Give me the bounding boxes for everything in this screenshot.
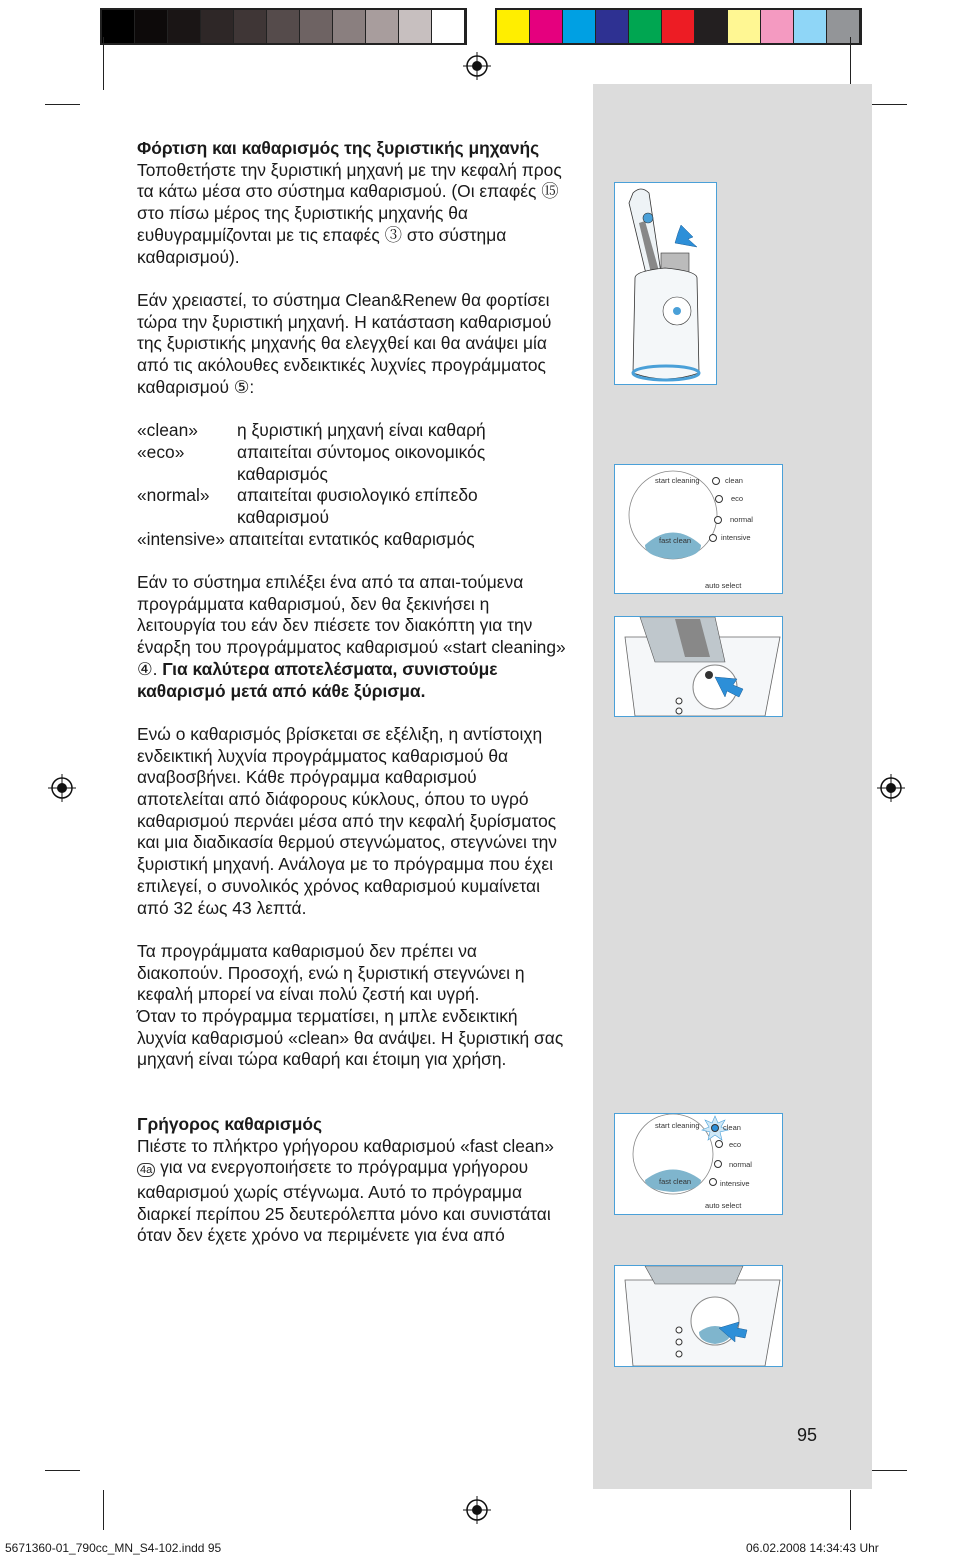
ref-contacts-15: ⑮: [541, 181, 559, 202]
color-swatch: [102, 10, 135, 43]
color-swatch: [695, 10, 728, 43]
svg-text:auto select: auto select: [705, 1201, 742, 1210]
figure-control-panel: [614, 464, 783, 594]
color-swatch: [530, 10, 563, 43]
svg-text:normal: normal: [729, 1160, 752, 1169]
paragraph-insert-shaver: Τοποθετήστε την ξυριστική μηχανή με την κεφαλή προς τα κάτω μέσα στο σύστημα καθαρισμού. (Οι επαφές ⑮ στο πίσω μέρος της ξυριστικής μηχανής θα ευθυγραμμίζονται με τις επαφές ③ στο σύστημα καθαρισμού).: [137, 159, 562, 267]
program-list-item: «clean» η ξυριστική μηχανή είναι καθαρή: [137, 420, 486, 441]
registration-mark-icon: [877, 774, 905, 802]
color-swatch: [596, 10, 629, 43]
program-list-item: «eco» απαιτείται σύντομος οικονομικός καθαρισμός: [137, 441, 486, 484]
color-swatch: [333, 10, 366, 43]
ref-button-4a: 4a: [137, 1163, 155, 1177]
grayscale-swatches: [100, 8, 467, 45]
crop-mark: [45, 104, 80, 105]
registration-mark-icon: [463, 1496, 491, 1524]
color-swatch: [629, 10, 662, 43]
color-calibration-bar: [100, 8, 862, 45]
paragraph-cleaning-progress: Ενώ ο καθαρισμός βρίσκεται σε εξέλιξη, η αντίστοιχη ενδεικτική λυχνία προγράμματος καθαρισμού θα αναβοσβήνει. Κάθε πρόγραμμα καθαρισμού αποτελείται από διάφορους κύκλους, όπου το υγρό καθαρισμού περνάει μέσα από την κεφαλή ξυρίσματος και μια διαδικασία θερμού στεγνώματος, στεγνώνει την ξυριστική μηχανή. Ανάλογα με το πρόγραμμα που έχει επιλεγεί, ο συνολικός χρόνος καθαρισμού κυμαίνεται από 32 έως 43 λεπτά.: [137, 723, 557, 918]
paragraph-fast-clean: Πιέστε το πλήκτρο γρήγορου καθαρισμού «fast clean» 4a για να ενεργοποιήσετε το πρόγραμμα γρήγορου καθαρισμού χωρίς στέγνωμα. Αυτό το πρόγραμμα διαρκεί περίπου 25 δευτερόλεπτα μόνο και συνιστάται όταν δεν έχετε χρόνο να περιμένετε για ένα από: [137, 1135, 554, 1246]
clean-label: clean: [725, 476, 743, 485]
main-text-column: [137, 138, 567, 1247]
paragraph-start-cleaning: Εάν το σύστημα επιλέξει ένα από τα απαι-τούμενα προγράμματα καθαρισμού, δεν θα ξεκινήσει η λειτουργία του εάν δεν πιέσετε τον διακόπτη για την έναρξη του προγράμματος καθαρισμού «start cleaning» ④. Για καλύτερα αποτελέσματα, συνιστούμε καθαρισμό μετά από κάθε ξύρισμα.: [137, 572, 566, 701]
svg-text:clean: clean: [723, 1123, 741, 1132]
color-swatch: [432, 10, 465, 43]
ref-contacts-3: ③: [384, 224, 402, 245]
ref-lights-5: ⑤: [233, 376, 250, 397]
crop-mark: [850, 37, 851, 90]
color-swatch: [662, 10, 695, 43]
intensive-label: intensive: [721, 533, 751, 542]
svg-text:fast clean: fast clean: [659, 1177, 692, 1186]
svg-text:eco: eco: [729, 1140, 742, 1149]
footer-file-info: 5671360-01_790cc_MN_S4-102.indd 95: [5, 1541, 222, 1555]
start-cleaning-label: start cleaning: [655, 476, 700, 485]
program-list-item: «intensive» απαιτείται εντατικός καθαρισμός: [137, 528, 475, 549]
color-swatch: [201, 10, 234, 43]
color-swatch: [794, 10, 827, 43]
normal-label: normal: [730, 515, 753, 524]
page-number: 95: [797, 1425, 818, 1445]
color-swatch: [827, 10, 860, 43]
crop-mark: [850, 1490, 851, 1530]
figure-press-start-cleaning: [614, 616, 783, 717]
registration-mark-icon: [463, 52, 491, 80]
color-swatch: [366, 10, 399, 43]
section-heading-charging: Φόρτιση και καθαρισμός της ξυριστικής μηχανής: [137, 138, 540, 158]
fast-clean-label: fast clean: [659, 536, 692, 545]
registration-mark-icon: [48, 774, 76, 802]
color-swatch: [563, 10, 596, 43]
crop-mark: [103, 1490, 104, 1530]
color-swatch: [300, 10, 333, 43]
process-color-swatches: [495, 8, 862, 45]
figure-clean-light: [614, 1113, 783, 1215]
crop-mark: [872, 104, 907, 105]
crop-mark: [103, 37, 104, 90]
eco-label: eco: [731, 494, 744, 503]
program-list-item: «normal» απαιτείται φυσιολογικό επίπεδο καθαρισμού: [137, 485, 478, 527]
paragraph-program-end: Όταν το πρόγραμμα τερματίσει, η μπλε ενδεικτική λυχνία καθαρισμού «clean» θα ανάψει. Η ξυριστική σας μηχανή είναι τώρα καθαρή και έτοιμη για χρήση.: [137, 1006, 564, 1070]
paragraph-warning: Τα προγράμματα καθαρισμού δεν πρέπει να διακοπούν. Προσοχή, ενώ η ξυριστική στεγνώνει η κεφαλή μπορεί να είναι πολύ ζεστή και υγρή.: [137, 940, 525, 1005]
ref-button-4: ④: [137, 658, 153, 679]
color-swatch: [168, 10, 201, 43]
color-swatch: [728, 10, 761, 43]
auto-select-label: auto select: [705, 581, 742, 590]
crop-mark: [45, 1470, 80, 1471]
crop-mark: [872, 1470, 907, 1471]
color-swatch: [761, 10, 794, 43]
color-swatch: [135, 10, 168, 43]
figure-insert-shaver: [614, 182, 717, 385]
figure-press-fast-clean: [614, 1265, 783, 1367]
color-swatch: [497, 10, 530, 43]
color-swatch: [267, 10, 300, 43]
svg-text:start cleaning: start cleaning: [655, 1121, 700, 1130]
footer-timestamp: 06.02.2008 14:34:43 Uhr: [746, 1541, 879, 1555]
color-swatch: [234, 10, 267, 43]
paragraph-status-check: Εάν χρειαστεί, το σύστημα Clean&Renew θα φορτίσει τώρα την ξυριστική μηχανή. Η κατάσταση καθαρισμού της ξυριστικής μηχανής θα ελεγχθεί και θα ανάψει μία από τις ακόλουθες ενδεικτικές λυχνίες προγράμματος καθαρισμού ⑤:: [137, 289, 552, 397]
color-swatch: [399, 10, 432, 43]
svg-text:intensive: intensive: [720, 1179, 750, 1188]
section-heading-fast-clean: Γρήγορος καθαρισμός: [137, 1113, 323, 1134]
